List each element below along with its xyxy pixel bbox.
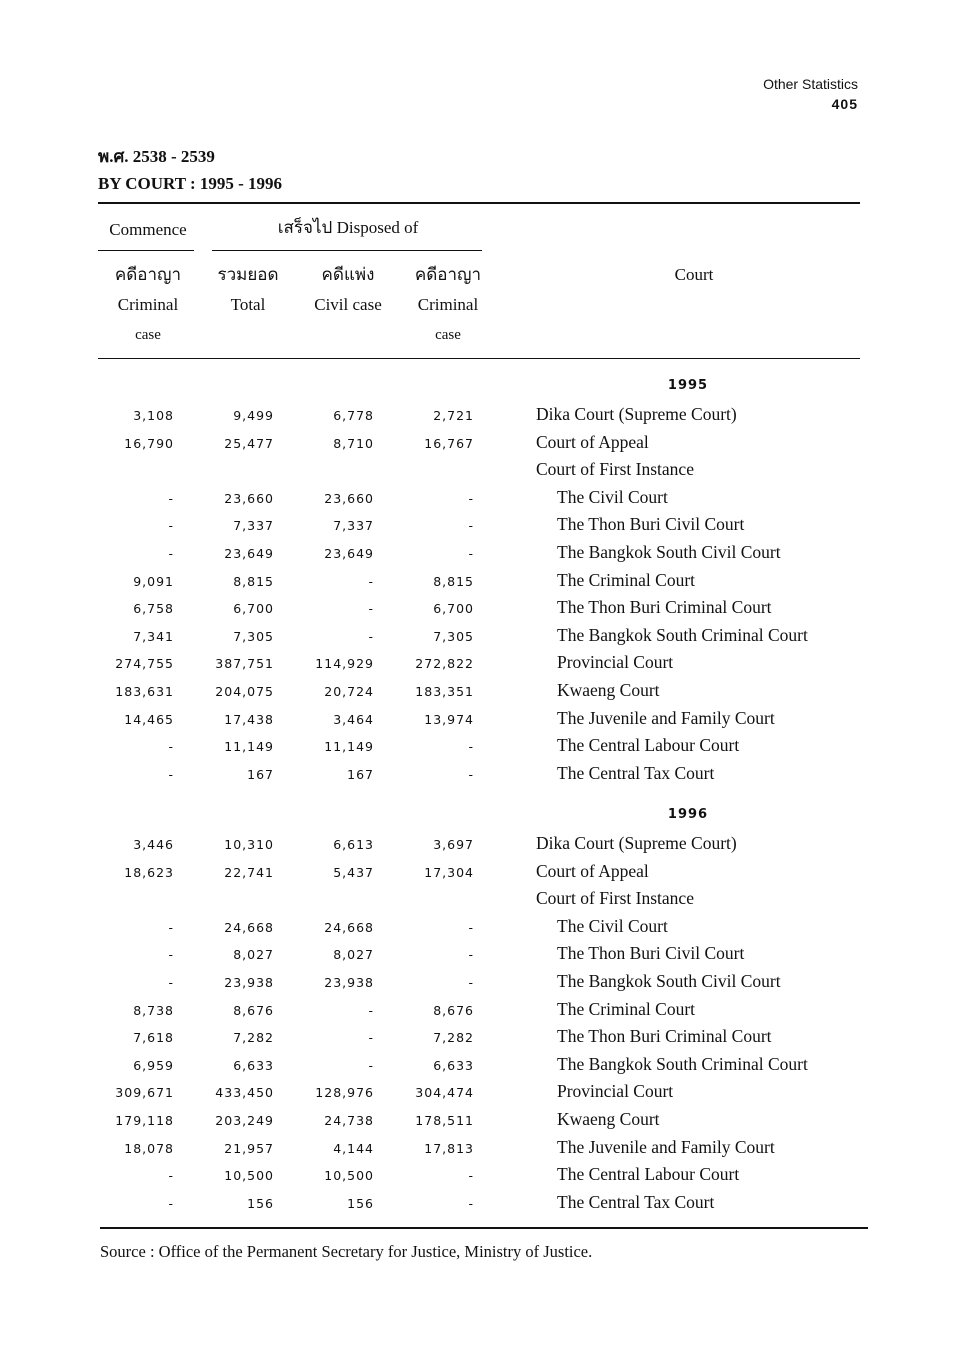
court-name-cell: Kwaeng Court — [557, 680, 660, 700]
disposed-civil-cell: 167 — [347, 766, 374, 782]
disposed-civil-cell: 4,144 — [333, 1140, 374, 1156]
disposed-civil-cell: - — [368, 573, 374, 589]
table-row — [98, 1162, 878, 1189]
table-row — [98, 831, 878, 858]
disposed-civil-cell: 11,149 — [324, 739, 374, 755]
year-row — [98, 374, 878, 401]
court-name-cell: The Thon Buri Civil Court — [557, 943, 745, 964]
disposed-total-cell: 23,660 — [224, 490, 274, 506]
disposed-total-cell: 23,649 — [224, 546, 274, 561]
disposed-criminal-cell: 8,676 — [433, 1002, 474, 1018]
table-row — [98, 997, 878, 1024]
disposed-total-cell: 387,751 — [215, 656, 274, 672]
col1-header — [98, 260, 198, 350]
disposed-criminal-cell: 6,700 — [433, 601, 474, 617]
commence-criminal-cell: 6,959 — [133, 1057, 174, 1073]
court-name-cell: Court of First Instance — [536, 459, 694, 480]
disposed-civil-cell: - — [368, 628, 374, 644]
court-name-cell: The Bangkok South Civil Court — [557, 542, 781, 562]
court-name-cell: Provincial Court — [557, 652, 674, 673]
commence-criminal-cell: - — [168, 490, 174, 506]
court-name-cell: Court of Appeal — [536, 860, 649, 881]
disposed-total-cell: 156 — [247, 1195, 274, 1211]
commence-criminal-cell: 18,078 — [124, 1140, 174, 1156]
table-row — [98, 540, 878, 567]
disposed-civil-cell: - — [368, 1057, 374, 1073]
disposed-total-cell: 7,305 — [233, 628, 274, 644]
disposed-criminal-cell: - — [468, 518, 474, 534]
disposed-civil-cell: 10,500 — [324, 1168, 374, 1184]
table-title — [98, 143, 282, 197]
commence-criminal-cell: 6,758 — [133, 601, 174, 617]
commence-criminal-cell: 274,755 — [115, 656, 174, 672]
disposed-total-cell: 9,499 — [233, 408, 274, 423]
disposed-criminal-cell: - — [468, 490, 474, 506]
disposed-criminal-cell: - — [468, 1195, 474, 1211]
disposed-total-cell: 7,337 — [233, 518, 274, 534]
commence-criminal-cell: - — [168, 518, 174, 534]
court-name-cell: Dika Court (Supreme Court) — [536, 833, 737, 853]
table-row — [98, 1190, 878, 1217]
disposed-total-cell: 203,249 — [215, 1113, 274, 1128]
commence-criminal-cell: 8,738 — [133, 1002, 174, 1018]
court-name-cell: The Criminal Court — [557, 998, 696, 1019]
commence-criminal-cell: 18,623 — [124, 864, 174, 880]
table-row — [98, 706, 878, 733]
commence-criminal-cell: - — [168, 919, 174, 935]
disposed-total-cell: 8,676 — [233, 1002, 274, 1018]
commence-criminal-cell: 16,790 — [124, 435, 174, 451]
col4-header — [398, 260, 498, 350]
commence-criminal-cell: 183,631 — [115, 684, 174, 699]
table-row — [98, 733, 878, 760]
commence-criminal-cell: 309,671 — [115, 1085, 174, 1101]
title-thai: พ.ศ. 2538 - 2539 — [98, 147, 215, 166]
disposed-total-cell: 11,149 — [224, 739, 274, 755]
table-row — [98, 969, 878, 996]
disposed-civil-cell: 7,337 — [333, 518, 374, 534]
disposed-total-cell: 6,700 — [233, 601, 274, 617]
disposed-civil-cell: 156 — [347, 1195, 374, 1211]
disposed-civil-cell: - — [368, 601, 374, 617]
disposed-civil-cell: 128,976 — [315, 1085, 374, 1101]
commence-criminal-cell: 14,465 — [124, 711, 174, 727]
disposed-criminal-cell: 7,282 — [433, 1030, 474, 1046]
disposed-criminal-cell: 178,511 — [415, 1113, 474, 1128]
col4-en1: Criminal — [417, 295, 479, 314]
court-name-cell: The Civil Court — [557, 486, 668, 507]
court-header: Court — [674, 265, 714, 284]
col1-en2: case — [135, 327, 161, 343]
disposed-criminal-cell: 7,305 — [433, 628, 474, 644]
court-name-cell: The Bangkok South Criminal Court — [557, 1053, 808, 1074]
table-row — [98, 430, 878, 457]
court-name-cell: The Thon Buri Civil Court — [557, 514, 745, 535]
court-name-cell: The Juvenile and Family Court — [557, 707, 775, 728]
disposed-civil-cell: 6,778 — [333, 408, 374, 423]
disposed-criminal-cell: - — [468, 947, 474, 963]
year-label: 1995 — [667, 378, 709, 393]
disposed-civil-cell: - — [368, 1002, 374, 1018]
disposed-criminal-cell: 8,815 — [433, 573, 474, 589]
table-row — [98, 678, 878, 705]
disposed-civil-cell: 8,710 — [333, 435, 374, 451]
disposed-total-cell: 8,027 — [233, 947, 274, 963]
disposed-total-cell: 24,668 — [224, 919, 274, 935]
source-note: Source : Office of the Permanent Secretary for Justice, Ministry of Justice. — [100, 1242, 593, 1261]
table-row — [98, 512, 878, 539]
disposed-civil-cell: 5,437 — [333, 864, 374, 880]
disposed-criminal-cell: 13,974 — [424, 711, 474, 727]
court-name-cell: The Juvenile and Family Court — [557, 1136, 775, 1157]
court-name-cell: The Criminal Court — [557, 569, 696, 590]
col2-en1: Total — [230, 295, 266, 314]
table-row — [98, 941, 878, 968]
commence-criminal-cell: - — [168, 947, 174, 963]
disposed-total-cell: 22,741 — [224, 864, 274, 880]
court-name-cell: The Central Labour Court — [557, 1164, 740, 1185]
disposed-criminal-cell: - — [468, 975, 474, 990]
court-name-cell: The Civil Court — [557, 915, 668, 936]
disposed-civil-cell: 23,938 — [324, 975, 374, 990]
header-bottom-rule — [98, 358, 860, 359]
table-row — [98, 761, 878, 788]
table-row — [98, 914, 878, 941]
top-rule — [98, 202, 860, 204]
commence-criminal-cell: - — [168, 1195, 174, 1211]
court-name-cell: The Thon Buri Criminal Court — [557, 597, 772, 618]
disposed-criminal-cell: 304,474 — [415, 1085, 474, 1101]
disposed-civil-cell: 20,724 — [324, 684, 374, 699]
disposed-criminal-cell: 272,822 — [415, 656, 474, 672]
disposed-civil-cell: 23,660 — [324, 490, 374, 506]
disposed-civil-cell: 6,613 — [333, 837, 374, 852]
disposed-total-cell: 21,957 — [224, 1140, 274, 1156]
commence-criminal-cell: - — [168, 739, 174, 755]
disposed-total-cell: 10,310 — [224, 837, 274, 852]
commence-criminal-cell: 3,108 — [133, 408, 174, 423]
table-row — [98, 485, 878, 512]
court-name-cell: The Bangkok South Civil Court — [557, 971, 781, 991]
disposed-civil-cell: 8,027 — [333, 947, 374, 963]
title-english: BY COURT : 1995 - 1996 — [98, 174, 283, 193]
disposed-total-cell: 25,477 — [224, 435, 274, 451]
commence-criminal-cell: - — [168, 766, 174, 782]
disposed-civil-cell: 3,464 — [333, 711, 374, 727]
col1-en1: Criminal — [117, 295, 179, 314]
table-row — [98, 457, 878, 484]
disposed-header: เสร็จไป Disposed of — [277, 218, 419, 237]
disposed-criminal-cell: - — [468, 739, 474, 755]
court-name-cell: The Bangkok South Criminal Court — [557, 624, 808, 645]
col3-thai: คดีแพ่ง — [321, 265, 375, 284]
col1-thai: คดีอาญา — [114, 265, 182, 284]
court-name-cell: The Central Tax Court — [557, 762, 715, 783]
disposed-civil-cell: 23,649 — [324, 546, 374, 561]
court-name-cell: Court of Appeal — [536, 431, 649, 452]
disposed-criminal-cell: 16,767 — [424, 435, 474, 451]
col2-header — [198, 260, 298, 320]
col4-thai: คดีอาญา — [414, 265, 482, 284]
court-name-cell: The Central Tax Court — [557, 1191, 715, 1212]
disposed-total-cell: 23,938 — [224, 975, 274, 990]
page-header — [763, 74, 858, 114]
table-row — [98, 568, 878, 595]
disposed-total-cell: 10,500 — [224, 1168, 274, 1184]
table-row — [98, 1024, 878, 1051]
disposed-criminal-cell: 3,697 — [433, 837, 474, 852]
disposed-civil-cell: - — [368, 1030, 374, 1046]
disposed-criminal-cell: 17,813 — [424, 1140, 474, 1156]
commence-criminal-cell: - — [168, 975, 174, 990]
disposed-criminal-cell: 6,633 — [433, 1057, 474, 1073]
commence-criminal-cell: 179,118 — [115, 1113, 174, 1128]
table-row — [98, 650, 878, 677]
commence-criminal-cell: 3,446 — [133, 837, 174, 852]
bottom-rule — [100, 1227, 868, 1229]
disposed-total-cell: 8,815 — [233, 573, 274, 589]
disposed-criminal-cell: - — [468, 919, 474, 935]
table-row — [98, 1052, 878, 1079]
table-row — [98, 1135, 878, 1162]
court-name-cell: Kwaeng Court — [557, 1109, 660, 1129]
year-label: 1996 — [667, 807, 709, 822]
court-name-cell: The Central Labour Court — [557, 735, 740, 756]
col3-header — [298, 260, 398, 320]
section-name: Other Statistics — [763, 76, 858, 92]
col2-thai: รวมยอด — [217, 265, 279, 284]
table-row — [98, 886, 878, 913]
court-name-cell: Provincial Court — [557, 1081, 674, 1102]
commence-criminal-cell: 9,091 — [133, 573, 174, 589]
commence-header: Commence — [109, 220, 187, 239]
table-row — [98, 859, 878, 886]
disposed-civil-cell: 114,929 — [315, 656, 374, 672]
disposed-total-cell: 167 — [247, 766, 274, 782]
disposed-criminal-cell: - — [468, 766, 474, 782]
disposed-criminal-cell: - — [468, 546, 474, 561]
disposed-underline — [212, 250, 482, 251]
commence-criminal-cell: - — [168, 1168, 174, 1184]
commence-criminal-cell: 7,341 — [133, 628, 174, 644]
disposed-criminal-cell: 17,304 — [424, 864, 474, 880]
col3-en1: Civil case — [314, 295, 382, 314]
court-name-cell: Court of First Instance — [536, 888, 694, 909]
disposed-total-cell: 7,282 — [233, 1030, 274, 1046]
page-number: 405 — [831, 96, 858, 112]
disposed-civil-cell: 24,668 — [324, 919, 374, 935]
disposed-criminal-cell: - — [468, 1168, 474, 1184]
disposed-civil-cell: 24,738 — [324, 1113, 374, 1128]
commence-criminal-cell: 7,618 — [133, 1030, 174, 1046]
commence-underline — [98, 250, 194, 251]
table-row — [98, 595, 878, 622]
court-name-cell: The Thon Buri Criminal Court — [557, 1026, 772, 1047]
disposed-total-cell: 6,633 — [233, 1057, 274, 1073]
year-row — [98, 803, 878, 830]
table-row — [98, 1107, 878, 1134]
table-row — [98, 1079, 878, 1106]
disposed-total-cell: 433,450 — [215, 1085, 274, 1101]
disposed-total-cell: 17,438 — [224, 711, 274, 727]
table-row — [98, 402, 878, 429]
disposed-total-cell: 204,075 — [215, 684, 274, 699]
table-row — [98, 623, 878, 650]
court-name-cell: Dika Court (Supreme Court) — [536, 404, 737, 424]
disposed-criminal-cell: 2,721 — [433, 408, 474, 423]
disposed-criminal-cell: 183,351 — [415, 684, 474, 699]
commence-criminal-cell: - — [168, 546, 174, 561]
col4-en2: case — [435, 327, 461, 343]
